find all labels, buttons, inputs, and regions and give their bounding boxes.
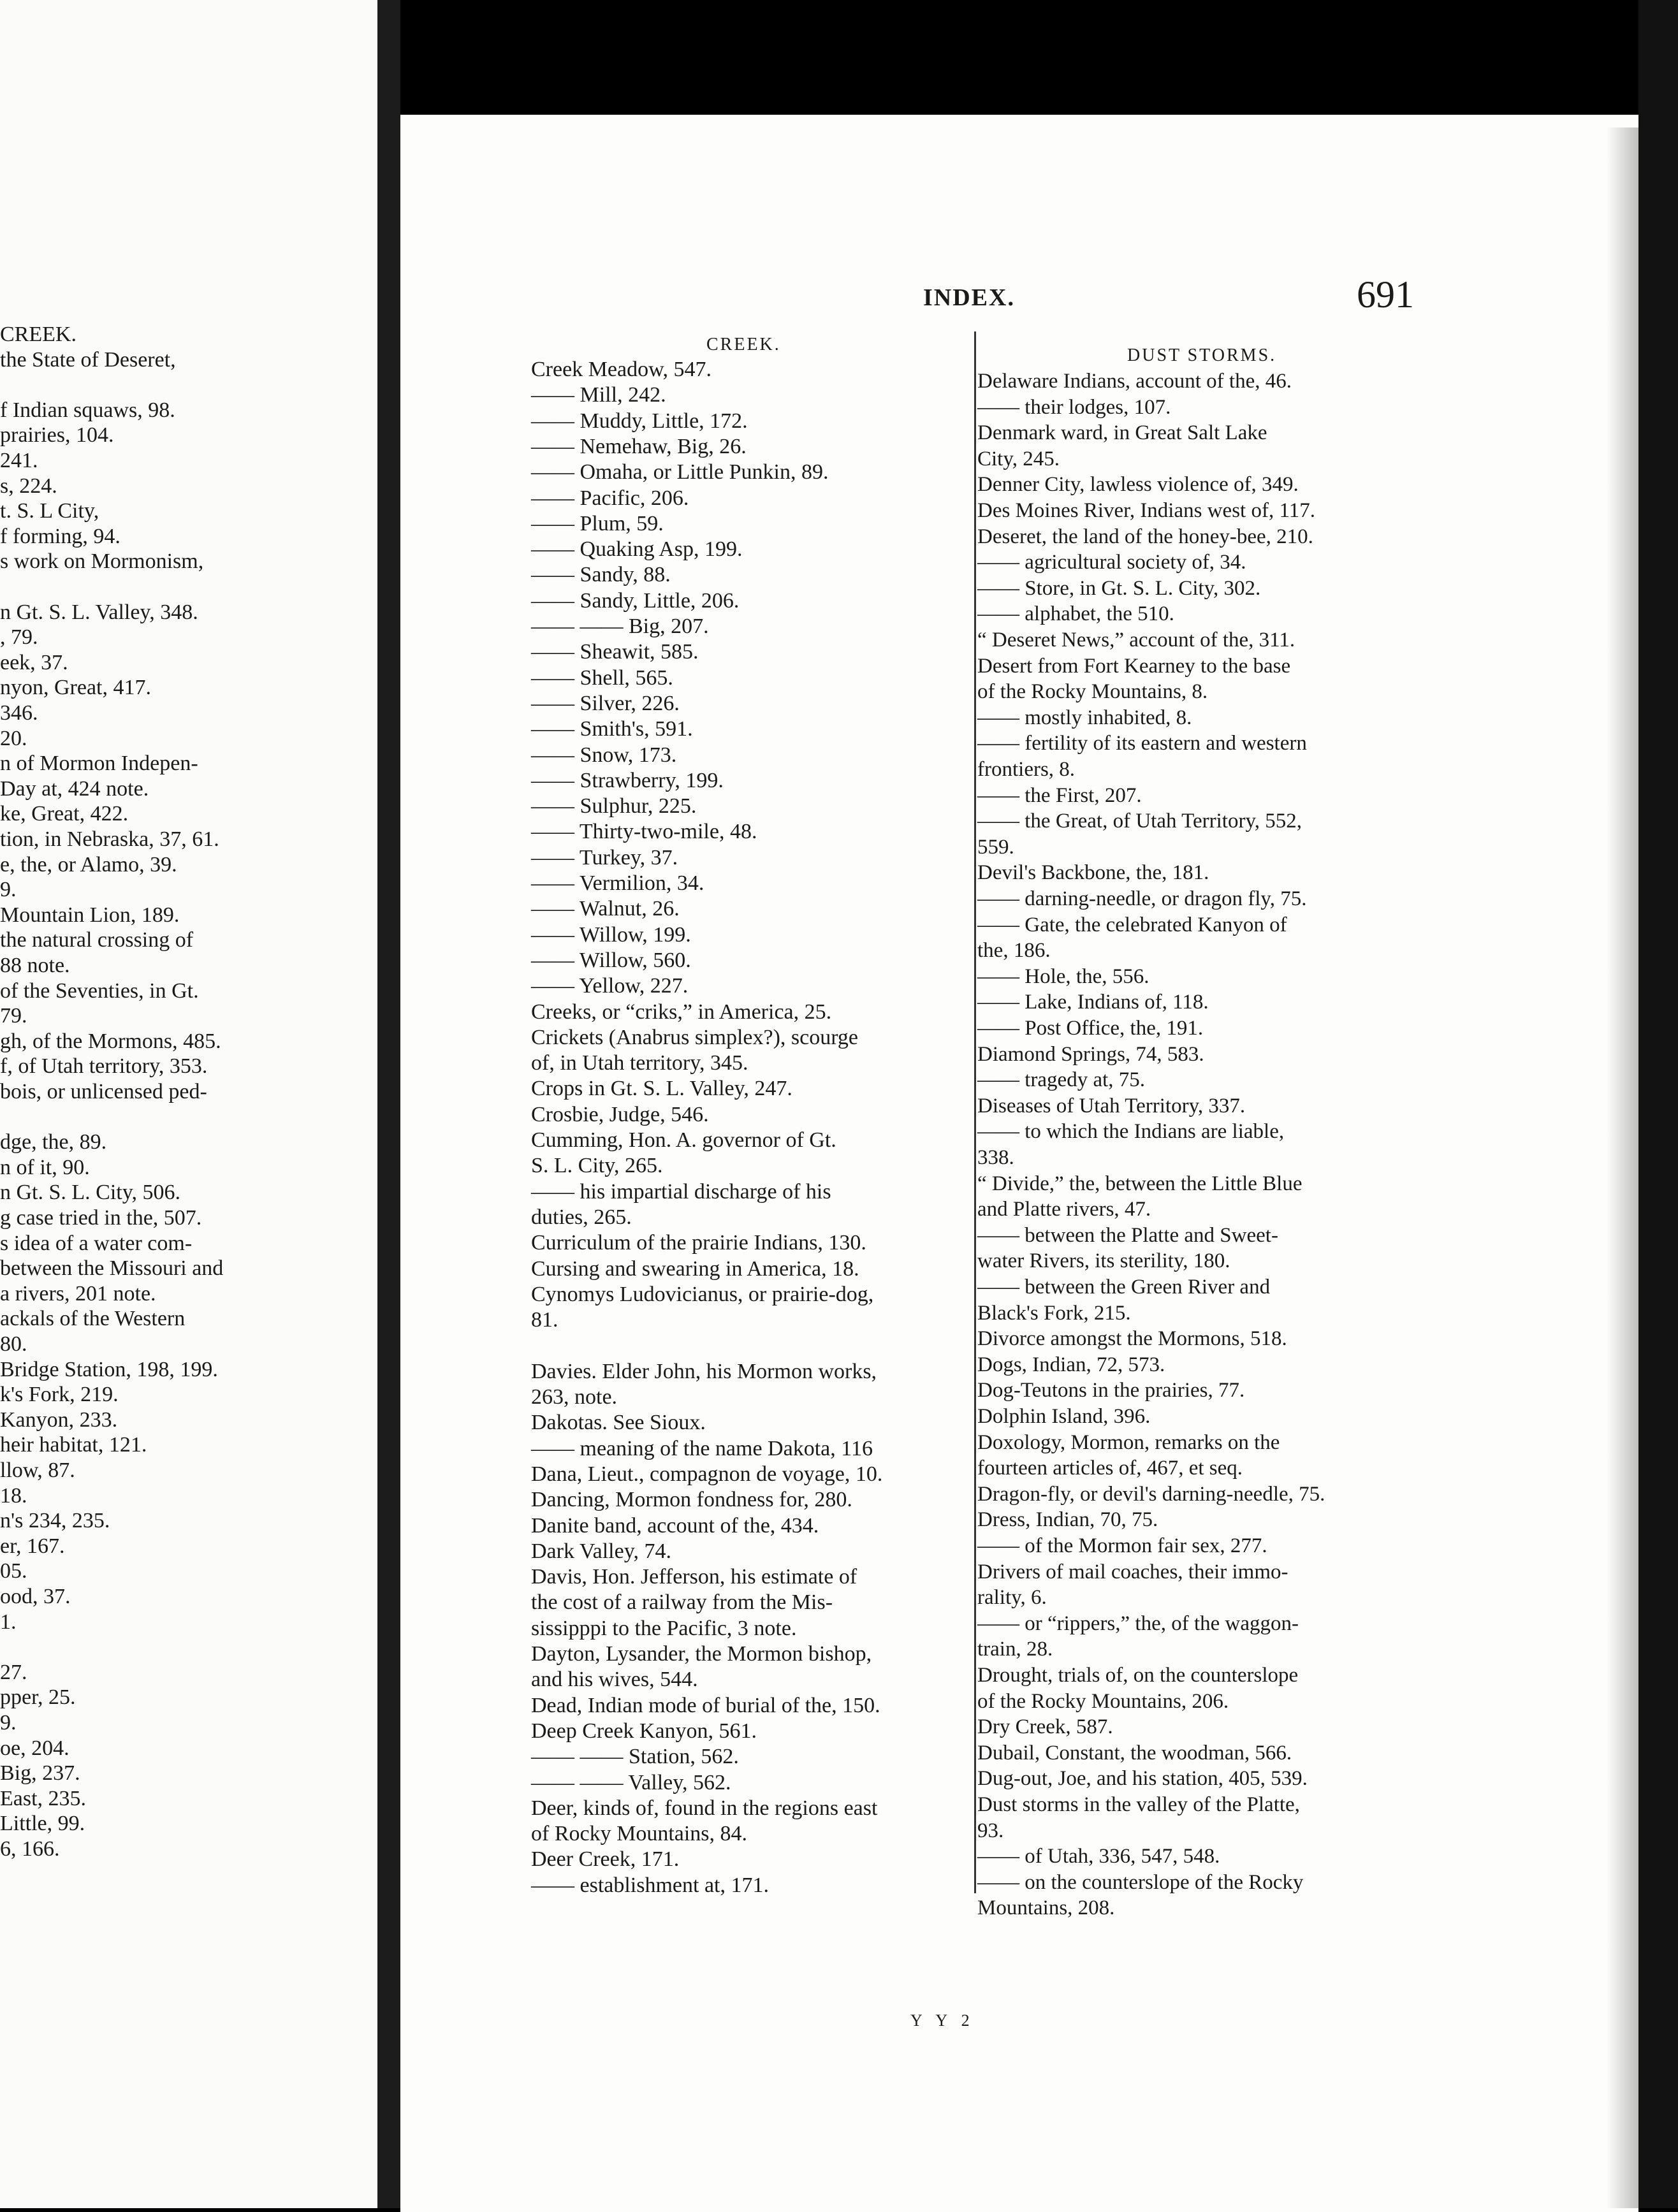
- index-entry: s idea of a water com-: [0, 1231, 193, 1255]
- index-entry: 559.: [977, 835, 1014, 859]
- column2-heading: DUST STORMS.: [1127, 346, 1277, 365]
- index-entry: 263, note.: [531, 1385, 618, 1409]
- index-entry: t. S. L City,: [0, 499, 99, 523]
- index-entry: Cynomys Ludovicianus, or prairie-dog,: [531, 1282, 874, 1306]
- index-entry: —— to which the Indians are liable,: [977, 1120, 1285, 1144]
- index-entry: Drought, trials of, on the counterslope: [977, 1664, 1299, 1687]
- index-entry: Divorce amongst the Mormons, 518.: [977, 1327, 1287, 1351]
- column1-heading: CREEK.: [706, 335, 781, 354]
- index-entry: f Indian squaws, 98.: [0, 398, 175, 422]
- index-entry: Dancing, Mormon fondness for, 280.: [531, 1488, 852, 1512]
- index-entry: the natural crossing of: [0, 928, 194, 952]
- index-entry: Crosbie, Judge, 546.: [531, 1102, 709, 1126]
- index-entry: —— Shell, 565.: [531, 666, 673, 690]
- index-entry: 05.: [0, 1559, 27, 1583]
- index-entry: n Gt. S. L. Valley, 348.: [0, 600, 198, 624]
- index-entry: —— mostly inhabited, 8.: [977, 706, 1192, 729]
- index-entry: Little, 99.: [0, 1812, 85, 1836]
- index-entry: 1.: [0, 1610, 17, 1634]
- index-entry: 6, 166.: [0, 1837, 60, 1861]
- index-entry: —— or “rippers,” the, of the waggon-: [977, 1612, 1299, 1635]
- index-entry: ood, 37.: [0, 1585, 71, 1608]
- right-page: [400, 115, 1638, 2212]
- index-entry: and Platte rivers, 47.: [977, 1198, 1151, 1221]
- index-entry: Dry Creek, 587.: [977, 1715, 1113, 1739]
- index-entry: Denmark ward, in Great Salt Lake: [977, 421, 1267, 445]
- index-entry: —— tragedy at, 75.: [977, 1068, 1146, 1092]
- index-entry: —— Vermilion, 34.: [531, 871, 704, 895]
- index-entry: 241.: [0, 449, 38, 472]
- index-entry: City, 245.: [977, 447, 1060, 470]
- index-entry: Des Moines River, Indians west of, 117.: [977, 499, 1315, 522]
- index-entry: 80.: [0, 1332, 27, 1356]
- index-entry: n Gt. S. L. City, 506.: [0, 1181, 181, 1205]
- index-entry: Day at, 424 note.: [0, 776, 149, 801]
- index-entry: Dragon-fly, or devil's darning-needle, 75.: [977, 1482, 1325, 1506]
- index-entry: oe, 204.: [0, 1736, 69, 1760]
- index-entry: —— Quaking Asp, 199.: [531, 537, 743, 562]
- index-entry: CREEK.: [0, 323, 77, 346]
- index-entry: 338.: [977, 1146, 1014, 1169]
- index-entry: —— Willow, 560.: [531, 948, 691, 972]
- index-entry: water Rivers, its sterility, 180.: [977, 1249, 1230, 1273]
- index-entry: Mountain Lion, 189.: [0, 903, 180, 927]
- page-number: 691: [1357, 273, 1414, 316]
- index-entry: Dayton, Lysander, the Mormon bishop,: [531, 1642, 872, 1666]
- index-entry: er, 167.: [0, 1534, 65, 1558]
- index-entry: Deseret, the land of the honey-bee, 210.: [977, 525, 1313, 548]
- index-entry: f forming, 94.: [0, 524, 120, 548]
- index-entry: —— agricultural society of, 34.: [977, 551, 1246, 574]
- index-entry: Devil's Backbone, the, 181.: [977, 861, 1209, 885]
- index-entry: —— —— Big, 207.: [531, 615, 709, 638]
- index-entry: Davies. Elder John, his Mormon works,: [531, 1359, 877, 1383]
- index-entry: Creeks, or “criks,” in America, 25.: [531, 1000, 832, 1024]
- index-entry: —— meaning of the name Dakota, 116: [531, 1436, 873, 1460]
- column-divider: [974, 331, 976, 1893]
- index-entry: —— Omaha, or Little Punkin, 89.: [531, 460, 829, 484]
- index-entry: “ Divide,” the, between the Little Blue: [977, 1172, 1302, 1195]
- index-entry: —— the Great, of Utah Territory, 552,: [977, 810, 1302, 833]
- index-entry: S. L. City, 265.: [531, 1154, 663, 1178]
- index-entry: —— establishment at, 171.: [531, 1873, 770, 1897]
- index-entry: —— Yellow, 227.: [531, 974, 689, 998]
- signature-mark: Y Y 2: [910, 2011, 975, 2030]
- index-entry: —— Sheawit, 585.: [531, 640, 699, 664]
- index-entry: Dubail, Constant, the woodman, 566.: [977, 1741, 1292, 1765]
- index-entry: —— Post Office, the, 191.: [977, 1017, 1204, 1040]
- index-entry: —— Gate, the celebrated Kanyon of: [977, 913, 1287, 936]
- index-entry: —— Mill, 242.: [531, 383, 666, 407]
- index-entry: of the Rocky Mountains, 206.: [977, 1689, 1229, 1713]
- index-entry: Dust storms in the valley of the Platte,: [977, 1793, 1300, 1816]
- index-entry: n of it, 90.: [0, 1155, 90, 1179]
- index-entry: sissipppi to the Pacific, 3 note.: [531, 1616, 797, 1640]
- index-entry: —— Pacific, 206.: [531, 486, 689, 510]
- index-entry: Desert from Fort Kearney to the base: [977, 654, 1291, 678]
- index-entry: —— Willow, 199.: [531, 922, 691, 947]
- index-entry: Mountains, 208.: [977, 1896, 1115, 1920]
- index-entry: —— his impartial discharge of his: [531, 1179, 831, 1204]
- index-entry: —— Walnut, 26.: [531, 897, 680, 921]
- index-entry: Dress, Indian, 70, 75.: [977, 1508, 1158, 1532]
- index-entry: —— Sandy, Little, 206.: [531, 588, 740, 613]
- index-entry: Diamond Springs, 74, 583.: [977, 1042, 1204, 1066]
- index-entry: Dogs, Indian, 72, 573.: [977, 1353, 1165, 1376]
- index-entry: Doxology, Mormon, remarks on the: [977, 1430, 1280, 1454]
- index-entry: —— Muddy, Little, 172.: [531, 409, 748, 433]
- index-entry: of the Rocky Mountains, 8.: [977, 680, 1208, 704]
- index-entry: the cost of a railway from the Mis-: [531, 1590, 833, 1615]
- index-entry: 93.: [977, 1819, 1004, 1842]
- index-entry: frontiers, 8.: [977, 758, 1076, 781]
- page-edge-shadow: [1607, 127, 1638, 2208]
- index-entry: Deep Creek Kanyon, 561.: [531, 1719, 757, 1743]
- index-entry: 9.: [0, 878, 17, 902]
- index-entry: Dakotas. See Sioux.: [531, 1411, 706, 1435]
- index-entry: of, in Utah territory, 345.: [531, 1051, 748, 1075]
- index-entry: —— Thirty-two-mile, 48.: [531, 820, 757, 844]
- index-entry: train, 28.: [977, 1638, 1053, 1661]
- index-entry: e, the, or Alamo, 39.: [0, 852, 177, 877]
- index-entry: 81.: [531, 1308, 558, 1332]
- right-background: [1638, 0, 1678, 2208]
- binding-gutter: [377, 0, 400, 2208]
- index-entry: —— of the Mormon fair sex, 277.: [977, 1534, 1267, 1557]
- index-entry: n of Mormon Indepen-: [0, 752, 198, 776]
- index-entry: bois, or unlicensed ped-: [0, 1080, 207, 1103]
- index-entry: Deer Creek, 171.: [531, 1847, 680, 1872]
- index-entry: fourteen articles of, 467, et seq.: [977, 1457, 1243, 1480]
- index-entry: —— Store, in Gt. S. L. City, 302.: [977, 576, 1261, 600]
- index-entry: —— Sulphur, 225.: [531, 794, 697, 819]
- index-entry: Kanyon, 233.: [0, 1408, 118, 1432]
- index-entry: —— between the Green River and: [977, 1276, 1271, 1299]
- index-entry: Drivers of mail coaches, their immo-: [977, 1560, 1288, 1583]
- index-entry: —— of Utah, 336, 547, 548.: [977, 1845, 1220, 1868]
- index-entry: —— darning-needle, or dragon fly, 75.: [977, 887, 1307, 910]
- index-entry: Dog-Teutons in the prairies, 77.: [977, 1379, 1245, 1402]
- index-entry: 20.: [0, 726, 27, 750]
- index-entry: —— Smith's, 591.: [531, 717, 693, 741]
- index-entry: llow, 87.: [0, 1459, 75, 1482]
- index-entry: s work on Mormonism,: [0, 549, 204, 574]
- index-entry: n's 234, 235.: [0, 1509, 110, 1533]
- index-entry: Dead, Indian mode of burial of the, 150.: [531, 1693, 880, 1717]
- index-entry: Deer, kinds of, found in the regions east: [531, 1796, 878, 1820]
- index-entry: —— on the counterslope of the Rocky: [977, 1870, 1304, 1894]
- index-entry: prairies, 104.: [0, 423, 114, 447]
- index-entry: duties, 265.: [531, 1205, 632, 1229]
- index-entry: “ Deseret News,” account of the, 311.: [977, 629, 1295, 651]
- index-entry: —— Plum, 59.: [531, 511, 664, 535]
- index-entry: —— Snow, 173.: [531, 743, 677, 767]
- index-entry: Bridge Station, 198, 199.: [0, 1357, 218, 1381]
- index-entry: —— —— Valley, 562.: [531, 1770, 731, 1794]
- index-entry: —— Nemehaw, Big, 26.: [531, 434, 747, 458]
- left-page: [0, 0, 377, 2208]
- index-entry: ackals of the Western: [0, 1307, 186, 1331]
- index-entry: —— Turkey, 37.: [531, 845, 678, 870]
- index-entry: Denner City, lawless violence of, 349.: [977, 473, 1299, 497]
- index-entry: Big, 237.: [0, 1761, 80, 1786]
- index-entry: nyon, Great, 417.: [0, 676, 152, 700]
- index-entry: 346.: [0, 701, 38, 725]
- index-entry: gh, of the Mormons, 485.: [0, 1029, 221, 1053]
- index-entry: —— their lodges, 107.: [977, 395, 1171, 419]
- index-entry: a rivers, 201 note.: [0, 1281, 156, 1306]
- index-entry: Cursing and swearing in America, 18.: [531, 1256, 859, 1281]
- index-entry: Crickets (Anabrus simplex?), scourge: [531, 1025, 859, 1049]
- index-entry: —— Lake, Indians of, 118.: [977, 991, 1209, 1014]
- index-entry: Black's Fork, 215.: [977, 1301, 1131, 1325]
- index-entry: , 79.: [0, 625, 38, 650]
- index-entry: f, of Utah territory, 353.: [0, 1054, 208, 1079]
- index-entry: East, 235.: [0, 1786, 87, 1810]
- index-entry: Danite band, account of the, 434.: [531, 1513, 819, 1538]
- index-entry: Diseases of Utah Territory, 337.: [977, 1094, 1246, 1117]
- index-entry: 88 note.: [0, 954, 70, 977]
- running-head: INDEX.: [923, 284, 1015, 311]
- index-entry: 27.: [0, 1660, 27, 1684]
- index-entry: —— Hole, the, 556.: [977, 964, 1149, 988]
- index-entry: ke, Great, 422.: [0, 802, 129, 826]
- index-entry: and his wives, 544.: [531, 1668, 698, 1692]
- index-entry: —— the First, 207.: [977, 783, 1142, 807]
- index-entry: —— Silver, 226.: [531, 691, 680, 715]
- index-entry: Dug-out, Joe, and his station, 405, 539.: [977, 1767, 1308, 1791]
- index-entry: of the Seventies, in Gt.: [0, 979, 199, 1003]
- index-entry: Crops in Gt. S. L. Valley, 247.: [531, 1077, 792, 1101]
- index-entry: k's Fork, 219.: [0, 1383, 119, 1407]
- index-entry: Cumming, Hon. A. governor of Gt.: [531, 1128, 836, 1152]
- index-entry: —— Strawberry, 199.: [531, 768, 724, 792]
- index-entry: the, 186.: [977, 939, 1051, 963]
- index-entry: 9.: [0, 1711, 17, 1735]
- index-entry: Dark Valley, 74.: [531, 1539, 672, 1563]
- index-entry: —— between the Platte and Sweet-: [977, 1223, 1278, 1247]
- index-entry: —— alphabet, the 510.: [977, 602, 1174, 626]
- index-entry: eek, 37.: [0, 650, 68, 674]
- index-entry: —— —— Station, 562.: [531, 1745, 739, 1769]
- index-entry: between the Missouri and: [0, 1256, 224, 1281]
- index-entry: Delaware Indians, account of the, 46.: [977, 370, 1292, 393]
- index-entry: g case tried in the, 507.: [0, 1206, 202, 1230]
- index-entry: Curriculum of the prairie Indians, 130.: [531, 1231, 866, 1255]
- index-entry: tion, in Nebraska, 37, 61.: [0, 827, 219, 851]
- index-entry: —— Sandy, 88.: [531, 563, 671, 587]
- index-entry: of Rocky Mountains, 84.: [531, 1822, 748, 1846]
- index-entry: dge, the, 89.: [0, 1130, 107, 1154]
- index-entry: the State of Deseret,: [0, 347, 176, 372]
- index-entry: Dana, Lieut., compagnon de voyage, 10.: [531, 1462, 883, 1486]
- index-entry: Davis, Hon. Jefferson, his estimate of: [531, 1565, 857, 1589]
- index-entry: 79.: [0, 1004, 27, 1028]
- index-entry: rality, 6.: [977, 1586, 1047, 1610]
- index-entry: s, 224.: [0, 474, 57, 498]
- index-entry: pper, 25.: [0, 1685, 76, 1710]
- index-entry: Dolphin Island, 396.: [977, 1405, 1151, 1428]
- index-entry: —— fertility of its eastern and western: [977, 732, 1307, 755]
- index-entry: Creek Meadow, 547.: [531, 358, 711, 381]
- index-entry: 18.: [0, 1483, 27, 1508]
- index-entry: heir habitat, 121.: [0, 1433, 147, 1457]
